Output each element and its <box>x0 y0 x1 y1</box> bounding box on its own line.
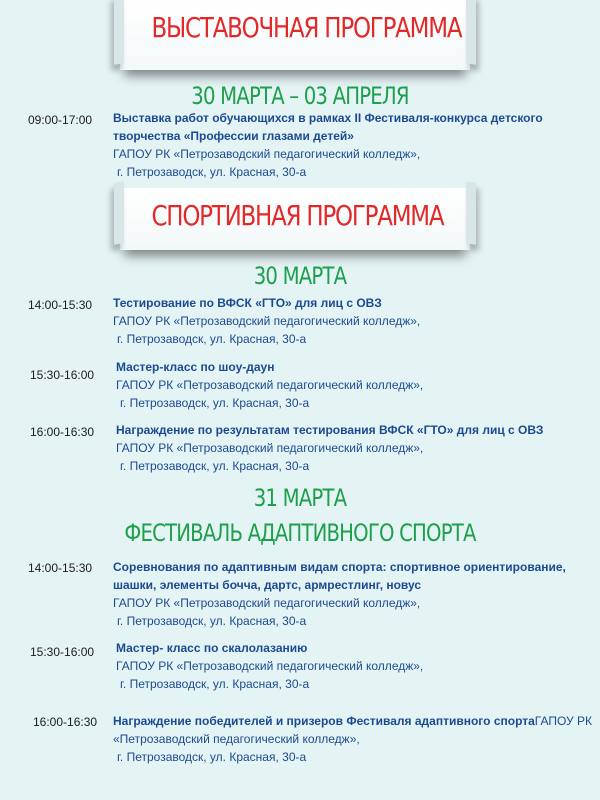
event-address: г. Петрозаводск, ул. Красная, 30-а <box>117 614 307 628</box>
event-time: 09:00-17:00 <box>28 113 93 127</box>
event-title: Награждение по результатам тестирования ВФСК «ГТО» для лиц с ОВЗ <box>116 423 544 437</box>
sport-title: СПОРТИВНАЯ ПРОГРАММА <box>151 199 444 232</box>
event-item <box>116 639 423 693</box>
event-item <box>113 109 543 181</box>
exhibition-banner <box>120 0 470 70</box>
event-address: г. Петрозаводск, ул. Красная, 30-а <box>120 677 310 691</box>
event-place: ГАПОУ РК «Петрозаводский педагогический колледж», <box>113 596 421 610</box>
festival-title: ФЕСТИВАЛЬ АДАПТИВНОГО СПОРТА <box>124 519 476 547</box>
event-place: ГАПОУ РК «Петрозаводский педагогический колледж», <box>116 659 424 673</box>
event-title: Мастер-класс по шоу-даун <box>116 360 275 374</box>
event-address: г. Петрозаводск, ул. Красная, 30-а <box>117 332 307 346</box>
event-address: г. Петрозаводск, ул. Красная, 30-а <box>120 396 310 410</box>
exhibition-title: ВЫСТАВОЧНАЯ ПРОГРАММА <box>151 11 462 44</box>
event-time: 15:30-16:00 <box>30 368 95 382</box>
event-item <box>113 558 566 630</box>
sport-date-2: 31 МАРТА <box>253 484 347 512</box>
event-title: шашки, элементы бочча, дартс, армрестлинг, новус <box>113 578 422 592</box>
event-item <box>113 294 420 348</box>
event-address: г. Петрозаводск, ул. Красная, 30-а <box>117 165 307 179</box>
exhibition-date: 30 МАРТА – 03 АПРЕЛЯ <box>191 82 409 110</box>
event-item <box>116 358 423 412</box>
sport-banner <box>120 188 470 250</box>
event-address: г. Петрозаводск, ул. Красная, 30-а <box>117 750 307 764</box>
event-title: Мастер- класс по скалолазанию <box>116 641 308 655</box>
event-time: 15:30-16:00 <box>30 645 95 659</box>
event-place: ГАПОУ РК «Петрозаводский педагогический колледж», <box>116 441 424 455</box>
event-place: ГАПОУ РК <box>534 714 593 728</box>
event-time: 14:00-15:30 <box>28 298 93 312</box>
event-title: Соревнования по адаптивным видам спорта: спортивное ориентирование, <box>113 560 566 574</box>
event-time: 16:00-16:30 <box>30 425 95 439</box>
event-place: «Петрозаводский педагогический колледж», <box>113 732 360 746</box>
event-title: Тестирование по ВФСК «ГТО» для лиц с ОВЗ <box>113 296 382 310</box>
sport-date-1: 30 МАРТА <box>253 262 347 290</box>
event-time: 16:00-16:30 <box>33 715 98 729</box>
event-address: г. Петрозаводск, ул. Красная, 30-а <box>120 459 310 473</box>
event-title: Выставка работ обучающихся в рамках II Фестиваля-конкурса детского <box>113 111 543 125</box>
event-place: ГАПОУ РК «Петрозаводский педагогический колледж», <box>116 378 424 392</box>
event-place: ГАПОУ РК «Петрозаводский педагогический колледж», <box>113 314 421 328</box>
event-title: творчества «Профессии глазами детей» <box>113 129 354 143</box>
event-place: ГАПОУ РК «Петрозаводский педагогический колледж», <box>113 147 421 161</box>
event-time: 14:00-15:30 <box>28 561 93 575</box>
event-item <box>113 712 592 766</box>
event-item <box>116 421 543 475</box>
event-title: Награждение победителей и призеров Фестиваля адаптивного спорта <box>113 714 535 728</box>
